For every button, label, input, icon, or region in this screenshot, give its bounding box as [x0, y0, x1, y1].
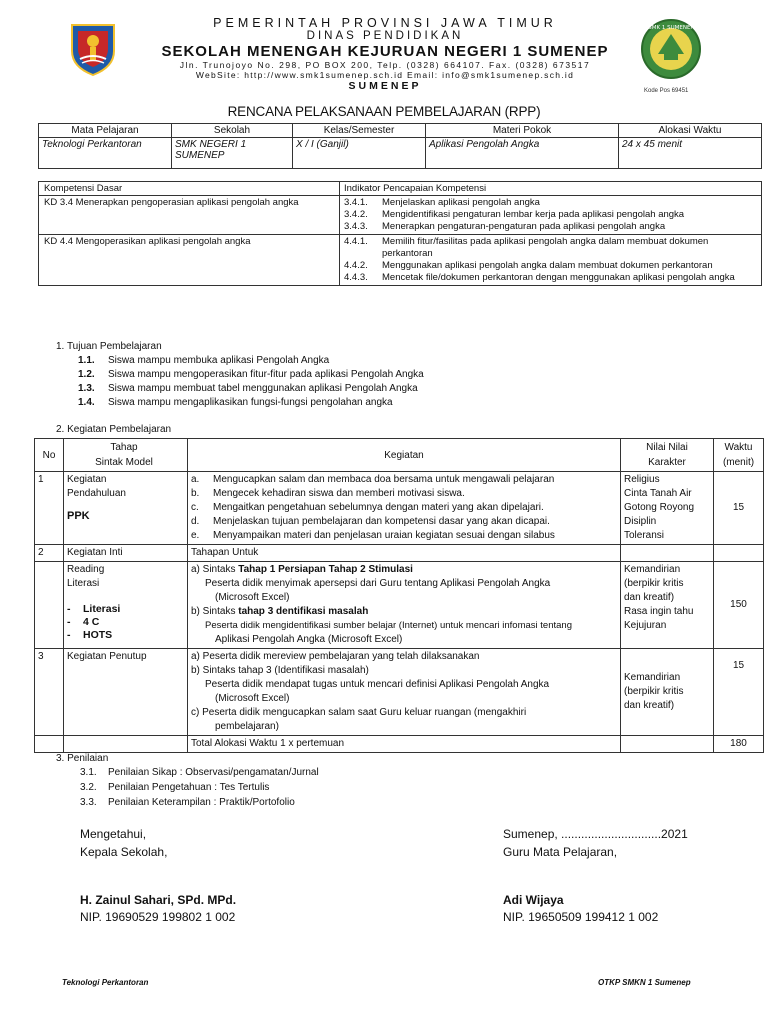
sig-left-name: H. Zainul Sahari, SPd. MPd.	[80, 893, 237, 907]
header-nilai: Nilai Nilai Karakter	[621, 439, 714, 472]
letterhead-city: SUMENEP	[348, 80, 422, 92]
total-label: Total Alokasi Waktu 1 x pertemuan	[188, 736, 621, 753]
header-alokasi-waktu: Alokasi Waktu	[619, 124, 762, 138]
row-waktu: 15	[714, 649, 764, 736]
postal-code: Kode Pos 69451	[644, 88, 689, 94]
penilaian-heading: 3. Penilaian	[56, 753, 109, 764]
tujuan-number: 1.2.	[78, 369, 95, 380]
penilaian-item	[80, 782, 269, 793]
nilai-item: Kemandirian	[624, 564, 681, 575]
header-waktu: Waktu (menit)	[714, 439, 764, 472]
header-kelas-semester: Kelas/Semester	[293, 124, 426, 138]
header-kompetensi-dasar: Kompetensi Dasar	[39, 182, 340, 196]
indicator-text: Menjelaskan aplikasi pengolah angka	[382, 197, 540, 208]
sintaks-stage: Tahap 1 Persiapan Tahap 2 Stimulasi	[238, 564, 413, 575]
letterhead-website: WebSite: http://www.smk1sumenep.sch.id Email: info@smk1sumenep.sch.id	[195, 70, 575, 80]
list-item: - HOTS	[67, 629, 113, 641]
nilai-item: (berpikir kritis	[624, 578, 684, 589]
penilaian-text: Penilaian Sikap : Observasi/pengamatan/Jurnal	[108, 767, 319, 778]
row-tahap: Kegiatan Penutup	[64, 649, 188, 736]
penilaian-text: Penilaian Keterampilan : Praktik/Portofolio	[108, 797, 295, 808]
tahap-label: Kegiatan	[67, 474, 107, 485]
list-item: - 4 C	[67, 616, 100, 628]
list-text: HOTS	[83, 629, 113, 641]
table-row	[35, 472, 764, 545]
kegiatan-table	[34, 438, 764, 753]
indicator-number: 3.4.2.	[344, 209, 368, 220]
header-kegiatan: Kegiatan	[188, 439, 621, 472]
penutup-line: a) Peserta didik mereview pembelajaran yang telah dilaksanakan	[191, 651, 480, 662]
table-row	[35, 562, 764, 649]
literasi-list	[67, 603, 184, 642]
letterhead-department: DINAS PENDIDIKAN	[306, 30, 464, 42]
footer-left: Teknologi Perkantoran	[62, 978, 149, 987]
nilai-item: Gotong Royong	[624, 502, 695, 513]
row-waktu: 150	[714, 562, 764, 649]
sintaks-text: Aplikasi Pengolah Angka (Microsoft Excel)	[215, 634, 403, 645]
tujuan-item	[78, 397, 393, 408]
list-text: Mengucapkan salam dan membaca doa bersama untuk mengawali pelajaran	[213, 474, 555, 485]
tujuan-number: 1.4.	[78, 397, 95, 408]
sintaks-text: (Microsoft Excel)	[215, 592, 290, 603]
nilai-item: Kemandirian	[624, 672, 681, 683]
indicator-number: 4.4.3.	[344, 272, 368, 283]
row-kegiatan	[188, 562, 621, 649]
indicator-number: 3.4.3.	[344, 221, 368, 232]
list-letter: a.	[191, 474, 200, 485]
indicator-number: 3.4.1.	[344, 197, 368, 208]
penilaian-number: 3.2.	[80, 782, 97, 793]
school-logo	[640, 18, 702, 80]
tujuan-text: Siswa mampu mengoperasikan fitur-fitur pada aplikasi Pengolah Angka	[108, 369, 424, 380]
total-empty	[621, 736, 714, 753]
header-sekolah: Sekolah	[172, 124, 293, 138]
ppk-label: PPK	[67, 510, 90, 522]
letterhead-school-name: SEKOLAH MENENGAH KEJURUAN NEGERI 1 SUMENEP	[161, 43, 609, 60]
tujuan-text: Siswa mampu mengaplikasikan fungsi-fungsi pengolahan angka	[108, 397, 393, 408]
tahap-label: Pendahuluan	[67, 488, 126, 499]
kd-4-4: KD 4.4 Mengoperasikan aplikasi pengolah angka	[39, 235, 340, 286]
tujuan-item	[78, 383, 418, 394]
list-item	[191, 473, 617, 487]
nilai-item: Toleransi	[624, 530, 665, 541]
indicator-text: Mencetak file/dokumen perkantoran dengan menggunakan aplikasi pengolah angka	[382, 272, 735, 283]
sintaks-b	[191, 605, 617, 619]
penutup-line: c) Peserta didik mengucapkan salam saat Guru keluar ruangan (mengakhiri	[191, 707, 527, 718]
tahap-label: Literasi	[67, 578, 100, 589]
list-letter: e.	[191, 530, 200, 541]
list-text: Mengaitkan pengetahuan sebelumnya dengan materi yang akan dipelajari.	[213, 502, 544, 513]
sig-right-nip: NIP. 19650509 199412 1 002	[503, 910, 659, 924]
indicator-text: Mengidentifikasi pengaturan lembar kerja pada aplikasi pengolah angka	[382, 209, 685, 220]
indicator-item	[344, 272, 758, 284]
sig-left-line2: Kepala Sekolah,	[80, 845, 168, 859]
tahap-label: Reading	[67, 564, 105, 575]
nilai-item: dan kreatif)	[624, 592, 675, 603]
sig-right-line2: Guru Mata Pelajaran,	[503, 845, 618, 859]
row-tahap	[64, 472, 188, 545]
value-materi-pokok: Aplikasi Pengolah Angka	[426, 138, 619, 169]
penilaian-item	[80, 767, 319, 778]
sig-left-nip: NIP. 19690529 199802 1 002	[80, 910, 236, 924]
letterhead-government: PEMERINTAH PROVINSI JAWA TIMUR	[213, 16, 557, 30]
row-kegiatan	[188, 472, 621, 545]
nilai-item: Religius	[624, 474, 660, 485]
list-item: - Literasi	[67, 603, 121, 615]
row-nilai-empty	[621, 545, 714, 562]
list-text: 4 C	[83, 616, 100, 628]
list-item	[191, 501, 617, 515]
info-table	[38, 123, 762, 169]
indicator-item	[344, 197, 758, 209]
row-nilai	[621, 472, 714, 545]
list-text: Literasi	[83, 603, 121, 615]
table-row-total	[35, 736, 764, 753]
indicator-list-4-4	[340, 235, 762, 286]
penutup-line: (Microsoft Excel)	[215, 693, 290, 704]
value-kelas-semester: X / I (Ganjil)	[293, 138, 426, 169]
list-item	[191, 487, 617, 501]
list-item	[191, 529, 617, 543]
indicator-list-3-4	[340, 196, 762, 235]
header-materi-pokok: Materi Pokok	[426, 124, 619, 138]
list-text: Mengecek kehadiran siswa dan memberi motivasi siswa.	[213, 488, 465, 499]
nilai-item: (berpikir kritis	[624, 686, 684, 697]
penutup-line: b) Sintaks tahap 3 (Identifikasi masalah)	[191, 665, 369, 676]
header-indikator: Indikator Pencapaian Kompetensi	[340, 182, 762, 196]
kd-table	[38, 181, 762, 286]
header-tahap: Tahap Sintak Model	[64, 439, 188, 472]
sintaks-text: Peserta didik mengidentifikasi sumber belajar (Internet) untuk mencari infomasi tentang	[205, 620, 572, 631]
tujuan-item	[78, 355, 329, 366]
table-row	[35, 649, 764, 736]
nilai-item: Disiplin	[624, 516, 657, 527]
table-row	[35, 545, 764, 562]
indicator-text: Menerapkan pengaturan-pengaturan pada aplikasi pengolah angka	[382, 221, 666, 232]
indicator-number: 4.4.1.	[344, 236, 368, 247]
tujuan-heading: 1. Tujuan Pembelajaran	[56, 341, 162, 352]
list-text: Menyampaikan materi dan penjelasan uraian kegiatan sesuai dengan silabus	[213, 530, 555, 541]
indicator-item	[344, 236, 758, 260]
list-letter: b.	[191, 488, 200, 499]
tujuan-text: Siswa mampu membuka aplikasi Pengolah Angka	[108, 355, 330, 366]
indicator-item	[344, 260, 758, 272]
indicator-item	[344, 221, 758, 233]
total-value: 180	[714, 736, 764, 753]
tujuan-number: 1.1.	[78, 355, 95, 366]
row-waktu-empty	[714, 545, 764, 562]
letterhead-address: Jln. Trunojoyo No. 298, PO BOX 200, Telp. (0328) 664107. Fax. (0328) 673517	[179, 60, 591, 70]
tujuan-number: 1.3.	[78, 383, 95, 394]
row-number: 3	[35, 649, 64, 736]
document-title: RENCANA PELAKSANAAN PEMBELAJARAN (RPP)	[227, 104, 541, 119]
header-no: No	[35, 439, 64, 472]
penilaian-text: Penilaian Pengetahuan : Tes Tertulis	[108, 782, 270, 793]
penutup-line: pembelajaran)	[215, 721, 279, 732]
indicator-item	[344, 209, 758, 221]
kd-3-4: KD 3.4 Menerapkan pengoperasian aplikasi pengolah angka	[39, 196, 340, 235]
tujuan-text: Siswa mampu membuat tabel menggunakan aplikasi Pengolah Angka	[108, 383, 418, 394]
school-logo-text: SMK 1 SUMENEP	[648, 25, 694, 31]
row-tahap: Kegiatan Inti	[64, 545, 188, 562]
sig-left-line1: Mengetahui,	[80, 827, 147, 841]
row-number: 1	[35, 472, 64, 545]
list-item	[191, 515, 617, 529]
row-nilai	[621, 649, 714, 736]
value-sekolah: SMK NEGERI 1 SUMENEP	[172, 138, 293, 169]
header-mata-pelajaran: Mata Pelajaran	[39, 124, 172, 138]
value-mata-pelajaran: Teknologi Perkantoran	[39, 138, 172, 169]
sig-right-name: Adi Wijaya	[503, 893, 564, 907]
tujuan-item	[78, 369, 424, 380]
indicator-number: 4.4.2.	[344, 260, 368, 271]
indicator-text: Menggunakan aplikasi pengolah angka dalam membuat dokumen perkantoran	[382, 260, 713, 271]
penilaian-number: 3.3.	[80, 797, 97, 808]
row-waktu: 15	[714, 472, 764, 545]
total-empty	[64, 736, 188, 753]
indicator-text: Memilih fitur/fasilitas pada aplikasi pengolah angka dalam membuat dokumen perkantoran	[382, 236, 709, 259]
penutup-line: Peserta didik mendapat tugas untuk mencari definisi Aplikasi Pengolah Angka	[205, 679, 550, 690]
sintaks-stage: tahap 3 dentifikasi masalah	[238, 606, 369, 617]
nilai-item: dan kreatif)	[624, 700, 675, 711]
row-kegiatan	[188, 649, 621, 736]
sintaks-text: Peserta didik menyimak apersepsi dari Guru tentang Aplikasi Pengolah Angka	[205, 578, 551, 589]
kegiatan-heading: 2. Kegiatan Pembelajaran	[56, 424, 172, 435]
sintaks-prefix: b) Sintaks	[191, 606, 239, 617]
row-number: 2	[35, 545, 64, 562]
total-empty	[35, 736, 64, 753]
row-number-empty	[35, 562, 64, 649]
list-text: Menjelaskan tujuan pembelajaran dan kompetensi dasar yang akan dicapai.	[213, 516, 550, 527]
row-kegiatan-head: Tahapan Untuk	[188, 545, 621, 562]
nilai-item: Kejujuran	[624, 620, 667, 631]
row-nilai	[621, 562, 714, 649]
list-letter: c.	[191, 502, 199, 513]
penilaian-item	[80, 797, 295, 808]
nilai-item: Cinta Tanah Air	[624, 488, 692, 499]
province-emblem-logo	[64, 19, 122, 77]
footer-right: OTKP SMKN 1 Sumenep	[598, 978, 691, 987]
list-letter: d.	[191, 516, 200, 527]
sintaks-a	[191, 563, 617, 577]
sig-right-line1: Sumenep, ..............................2021	[503, 827, 688, 841]
sintaks-prefix: a) Sintaks	[191, 564, 239, 575]
row-tahap	[64, 562, 188, 649]
value-alokasi-waktu: 24 x 45 menit	[619, 138, 762, 169]
nilai-item: Rasa ingin tahu	[624, 606, 694, 617]
penilaian-number: 3.1.	[80, 767, 97, 778]
